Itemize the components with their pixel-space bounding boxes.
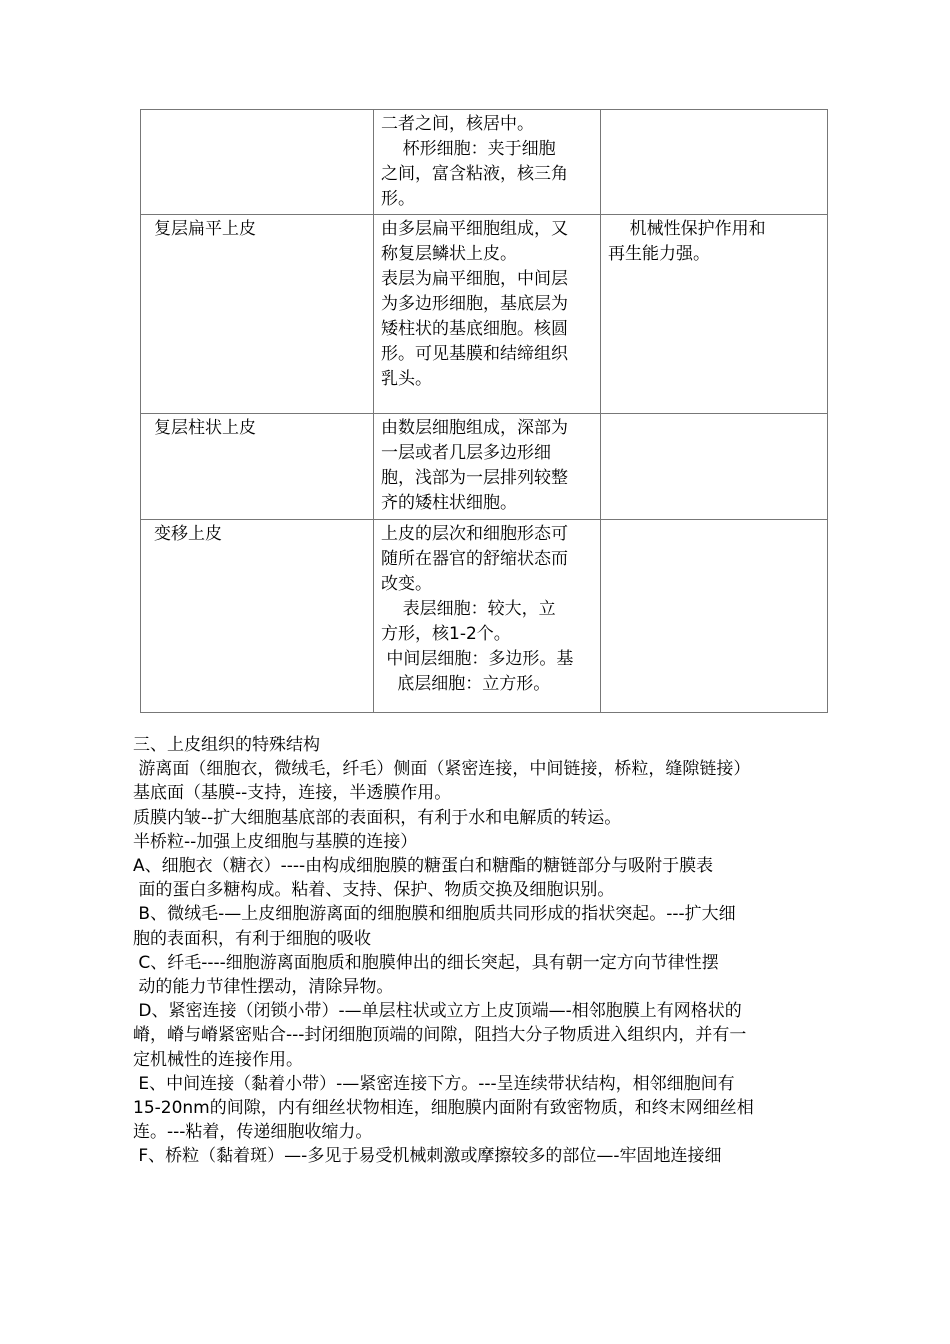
table-row — [141, 520, 828, 713]
function-cell — [601, 414, 828, 520]
structure-line: 上皮的层次和细胞形态可 — [381, 524, 568, 544]
structure-line: 形。可见基膜和结缔组织 — [381, 344, 568, 364]
tissue-name: 复层扁平上皮 — [154, 219, 256, 239]
structure-cell — [374, 215, 601, 414]
structure-line: 随所在器官的舒缩状态而 — [381, 549, 568, 569]
tissue-name-cell — [141, 215, 374, 414]
structure-line: 之间，富含粘液，核三角 — [381, 164, 568, 184]
body-line: 游离面（细胞衣，微绒毛，纤毛）侧面（紧密连接，中间链接，桥粒，缝隙链接） — [133, 759, 751, 780]
function-cell — [601, 520, 828, 713]
body-line: 基底面（基膜--支持，连接，半透膜作用。 — [133, 783, 452, 804]
structure-line: 齐的矮柱状细胞。 — [381, 493, 517, 513]
structure-line: 乳头。 — [381, 369, 432, 389]
table-row — [141, 414, 828, 520]
tissue-name: 变移上皮 — [154, 524, 222, 544]
body-line: E、中间连接（黏着小带）-—紧密连接下方。---呈连续带状结构，相邻细胞间有 — [133, 1073, 735, 1094]
structure-line: 二者之间，核居中。 — [381, 114, 534, 134]
structure-line: 为多边形细胞，基底层为 — [381, 294, 568, 314]
structure-line: 中间层细胞：多边形。基 — [381, 649, 574, 669]
body-line: 半桥粒--加强上皮细胞与基膜的连接） — [133, 831, 418, 852]
body-line: D、紧密连接（闭锁小带）-—单层柱状或立方上皮顶端—-相邻胞膜上有网格状的 — [133, 1001, 742, 1022]
body-line: 嵴，嵴与嵴紧密贴合---封闭细胞顶端的间隙，阻挡大分子物质进入组织内，并有一 — [133, 1025, 747, 1046]
tissue-name: 复层柱状上皮 — [154, 418, 256, 438]
structure-line: 改变。 — [381, 574, 432, 594]
body-line: 胞的表面积，有利于细胞的吸收 — [133, 928, 371, 949]
body-line: B、微绒毛-—上皮细胞游离面的细胞膜和细胞质共同形成的指状突起。---扩大细 — [133, 904, 736, 925]
body-line: A、细胞衣（糖衣）----由构成细胞膜的糖蛋白和糖酯的糖链部分与吸附于膜表 — [133, 856, 714, 877]
tissue-name-cell — [141, 414, 374, 520]
body-line: 连。---粘着，传递细胞收缩力。 — [133, 1122, 373, 1143]
table-body — [141, 110, 828, 713]
structure-line: 由数层细胞组成，深部为 — [381, 418, 568, 438]
body-line: F、桥粒（黏着斑）—-多见于易受机械刺激或摩擦较多的部位—-牢固地连接细 — [133, 1146, 722, 1167]
body-line: 15-20nm的间隙，内有细丝状物相连，细胞膜内面附有致密物质，和终末网细丝相 — [133, 1098, 754, 1119]
body-line: 面的蛋白多糖构成。粘着、支持、保护、物质交换及细胞识别。 — [133, 880, 615, 901]
function-cell — [601, 215, 828, 414]
table-row — [141, 215, 828, 414]
table-row — [141, 110, 828, 215]
structure-line: 表层细胞：较大，立 — [381, 599, 556, 619]
function-line: 再生能力强。 — [608, 244, 710, 264]
structure-line: 由多层扁平细胞组成，又 — [381, 219, 568, 239]
structure-cell — [374, 414, 601, 520]
section-body-text — [133, 733, 833, 1169]
body-line: C、纤毛----细胞游离面胞质和胞膜伸出的细长突起，具有朝一定方向节律性摆 — [133, 952, 719, 973]
function-line: 机械性保护作用和 — [608, 219, 766, 239]
tissue-name-cell — [141, 110, 374, 215]
structure-line: 一层或者几层多边形细 — [381, 443, 551, 463]
structure-line: 形。 — [381, 189, 415, 209]
body-line: 定机械性的连接作用。 — [133, 1049, 303, 1070]
function-cell — [601, 110, 828, 215]
structure-line: 表层为扁平细胞，中间层 — [381, 269, 568, 289]
structure-line: 方形，核1-2个。 — [381, 624, 511, 644]
epithelium-table — [140, 109, 828, 713]
structure-cell — [374, 520, 601, 713]
tissue-name-cell — [141, 520, 374, 713]
structure-line: 底层细胞：立方形。 — [381, 674, 551, 694]
body-line: 动的能力节律性摆动，清除异物。 — [133, 977, 394, 998]
body-line: 质膜内皱--扩大细胞基底部的表面积，有利于水和电解质的转运。 — [133, 807, 622, 828]
structure-line: 胞，浅部为一层排列较整 — [381, 468, 568, 488]
structure-cell — [374, 110, 601, 215]
structure-line: 杯形细胞：夹于细胞 — [381, 139, 556, 159]
structure-line: 矮柱状的基底细胞。核圆 — [381, 319, 568, 339]
structure-line: 称复层鳞状上皮。 — [381, 244, 517, 264]
section-heading: 三、上皮组织的特殊结构 — [133, 735, 320, 755]
